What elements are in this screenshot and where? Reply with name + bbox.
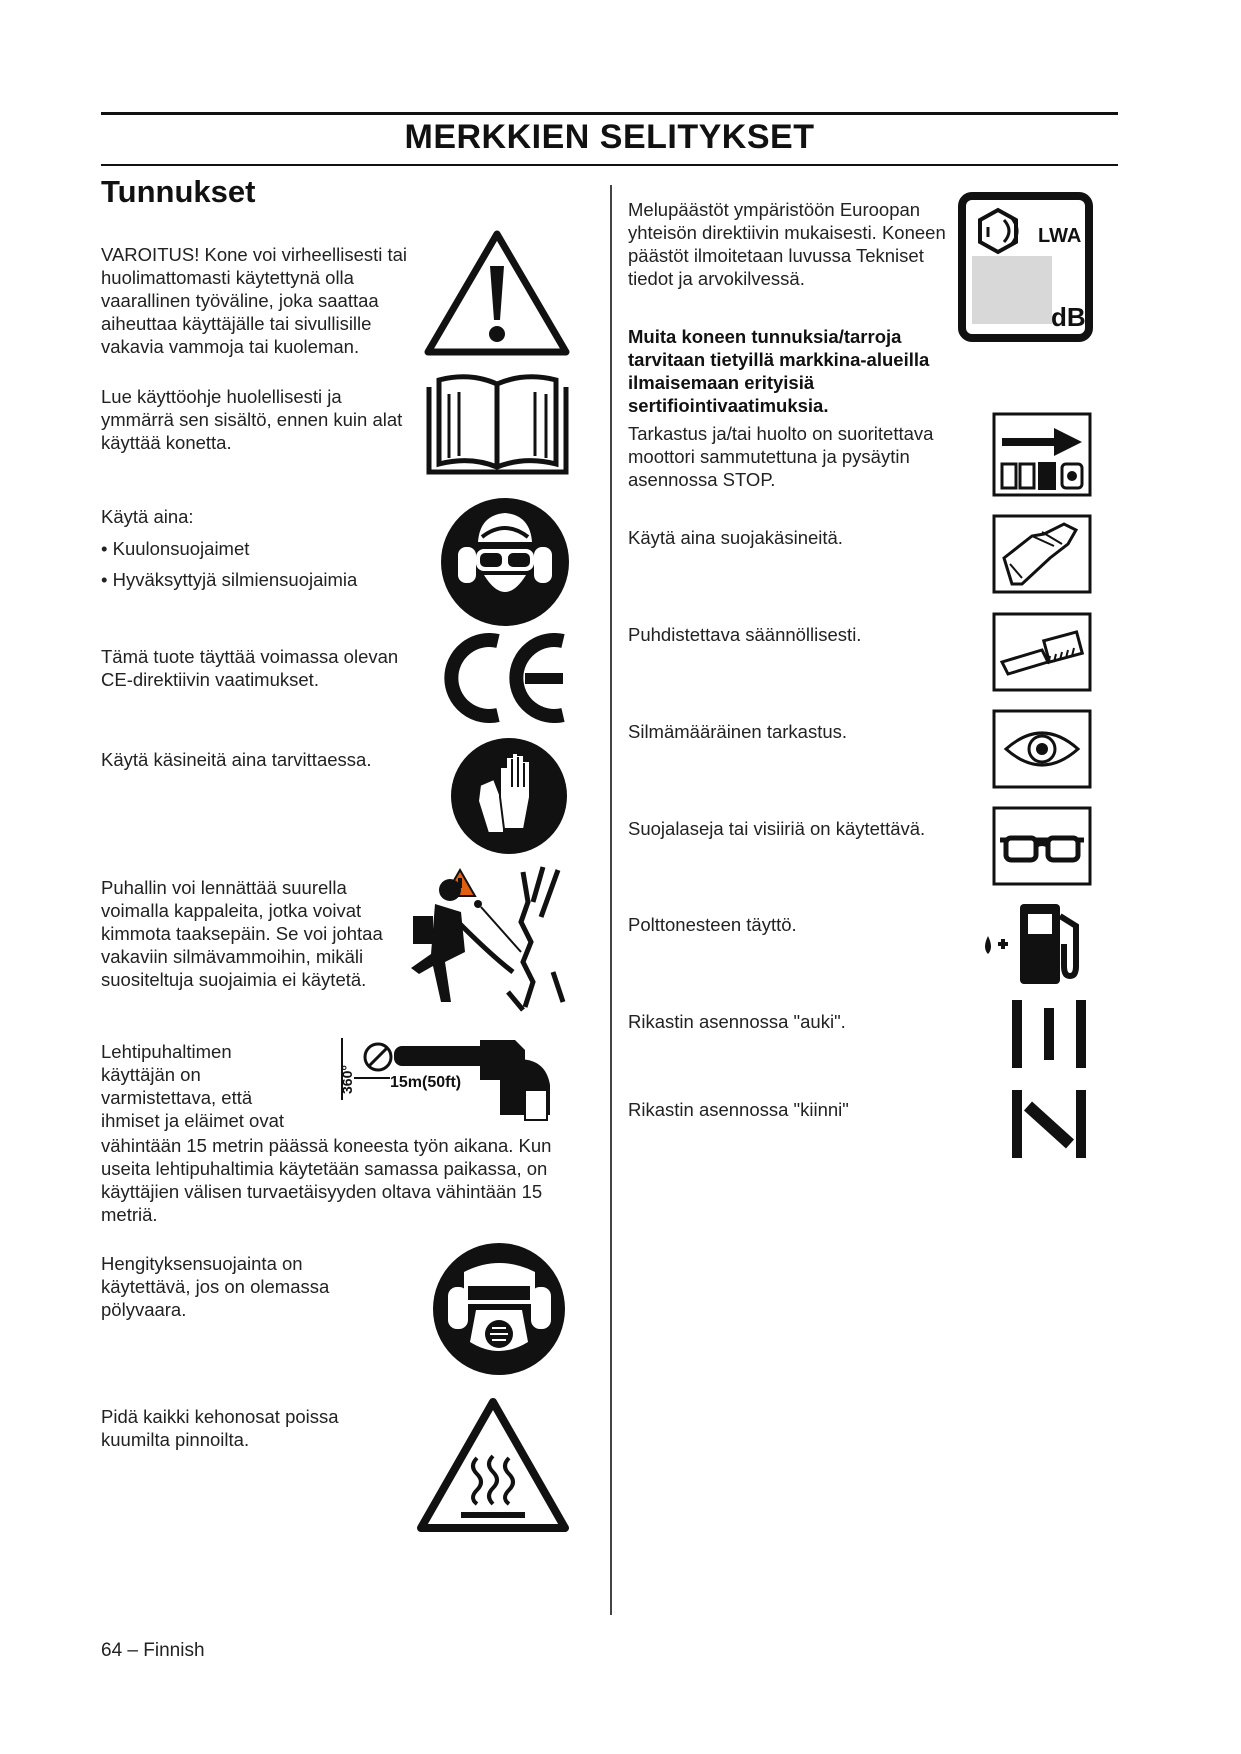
safety-glasses-icon xyxy=(992,806,1092,886)
noise-db-label: dB xyxy=(1051,302,1086,332)
column-divider xyxy=(610,185,612,1615)
gloves-left-text: Käytä käsineitä aina tarvittaessa. xyxy=(101,749,372,770)
noise-text: Melupäästöt ympäristöön Euroopan yhteisön direktiivin mukaisesti. Koneen päästöt ilmoitetaan luvussa Tekniset tiedot ja arvokilvessä. xyxy=(628,199,946,289)
distance-line: käyttäjän on xyxy=(101,1064,201,1085)
gloves-icon xyxy=(450,737,568,855)
page-footer: 64 – Finnish xyxy=(101,1640,205,1661)
top-rule xyxy=(101,112,1118,115)
fuel-pump-icon xyxy=(978,896,1093,986)
section-title: Tunnukset xyxy=(101,174,256,209)
blower-operator-debris-icon xyxy=(403,862,573,1012)
warning-triangle-icon xyxy=(422,228,572,358)
title-rule xyxy=(101,164,1118,166)
gloves-right-text: Käytä aina suojakäsineitä. xyxy=(628,527,843,548)
other-marks-text: Muita koneen tunnuksia/tarroja tarvitaan tietyillä markkina-alueilla ilmaisemaan erityisiä sertifiointivaatimuksia. xyxy=(628,326,930,416)
warning-text: VAROITUS! Kone voi virheellisesti tai huolimattomasti käytettynä olla vaarallinen työväline, joka saattaa aiheuttaa käyttäjälle tai sivullisille vakavia vammoja tai kuoleman. xyxy=(101,244,408,357)
distance-angle-label: 360° xyxy=(339,1065,355,1094)
goggles-text: Suojalaseja tai visiiriä on käytettävä. xyxy=(628,818,926,839)
hearing-eye-protection-icon xyxy=(440,497,570,627)
distance-line: ihmiset ja eläimet ovat xyxy=(101,1110,285,1131)
always-use-list xyxy=(101,537,357,591)
manual-book-icon xyxy=(425,372,570,477)
respirator-text: Hengityksensuojainta on käytettävä, jos on olemassa pölyvaara. xyxy=(101,1253,330,1320)
cleaning-brush-icon xyxy=(992,612,1092,692)
ce-text: Tämä tuote täyttää voimassa olevan CE-direktiivin vaatimukset. xyxy=(101,646,399,690)
hot-surface-text: Pidä kaikki kehonosat poissa kuumilta pinnoilta. xyxy=(101,1406,339,1450)
engine-stop-icon xyxy=(992,412,1092,497)
choke-closed-text: Rikastin asennossa "kiinni" xyxy=(628,1099,849,1120)
ce-mark-icon xyxy=(443,633,570,723)
distance-text-lines xyxy=(101,1040,311,1132)
eye-inspection-icon xyxy=(992,709,1092,789)
protective-gloves-icon xyxy=(992,514,1092,594)
clean-text: Puhdistettava säännöllisesti. xyxy=(628,624,862,645)
debris-text: Puhallin voi lennättää suurella voimalla kappaleita, jotka voivat kimmota taaksepäin. Se voi johtaa vakaviin silmävammoihin, mikäli suositeltuja suojaimia ei käytetä. xyxy=(101,877,383,990)
distance-label: 15m(50ft) xyxy=(390,1074,462,1091)
distance-line: Lehtipuhaltimen xyxy=(101,1041,232,1062)
noise-lwa-label: LWA xyxy=(1038,225,1082,247)
choke-closed-icon xyxy=(1008,1088,1090,1160)
safety-distance-icon xyxy=(330,1030,575,1135)
manual-text: Lue käyttöohje huolellisesti ja ymmärrä sen sisältö, ennen kuin alat käyttää konetta. xyxy=(101,386,403,453)
choke-open-icon xyxy=(1008,998,1090,1070)
respirator-icon xyxy=(432,1242,567,1377)
page-title: MERKKIEN SELITYKSET xyxy=(404,118,815,156)
visual-check-text: Silmämääräinen tarkastus. xyxy=(628,721,848,742)
list-item: • Kuulonsuojaimet xyxy=(101,538,250,559)
fuel-text: Polttonesteen täyttö. xyxy=(628,914,797,935)
stop-text: Tarkastus ja/tai huolto on suoritettava moottori sammutettuna ja pysäytin asennossa STOP. xyxy=(628,423,934,490)
noise-emission-label-icon xyxy=(958,192,1093,342)
always-use-label: Käytä aina: xyxy=(101,506,194,527)
list-item: • Hyväksyttyjä silmiensuojaimia xyxy=(101,569,358,590)
distance-line: varmistettava, että xyxy=(101,1087,253,1108)
choke-open-text: Rikastin asennossa "auki". xyxy=(628,1011,846,1032)
hot-surface-icon xyxy=(415,1396,571,1536)
distance-text-rest: vähintään 15 metrin päässä koneesta työn aikana. Kun useita lehtipuhaltimia käytetään samassa paikassa, on käyttäjien välisen turvaetäisyyden oltava vähintään 15 metriä. xyxy=(101,1135,552,1225)
